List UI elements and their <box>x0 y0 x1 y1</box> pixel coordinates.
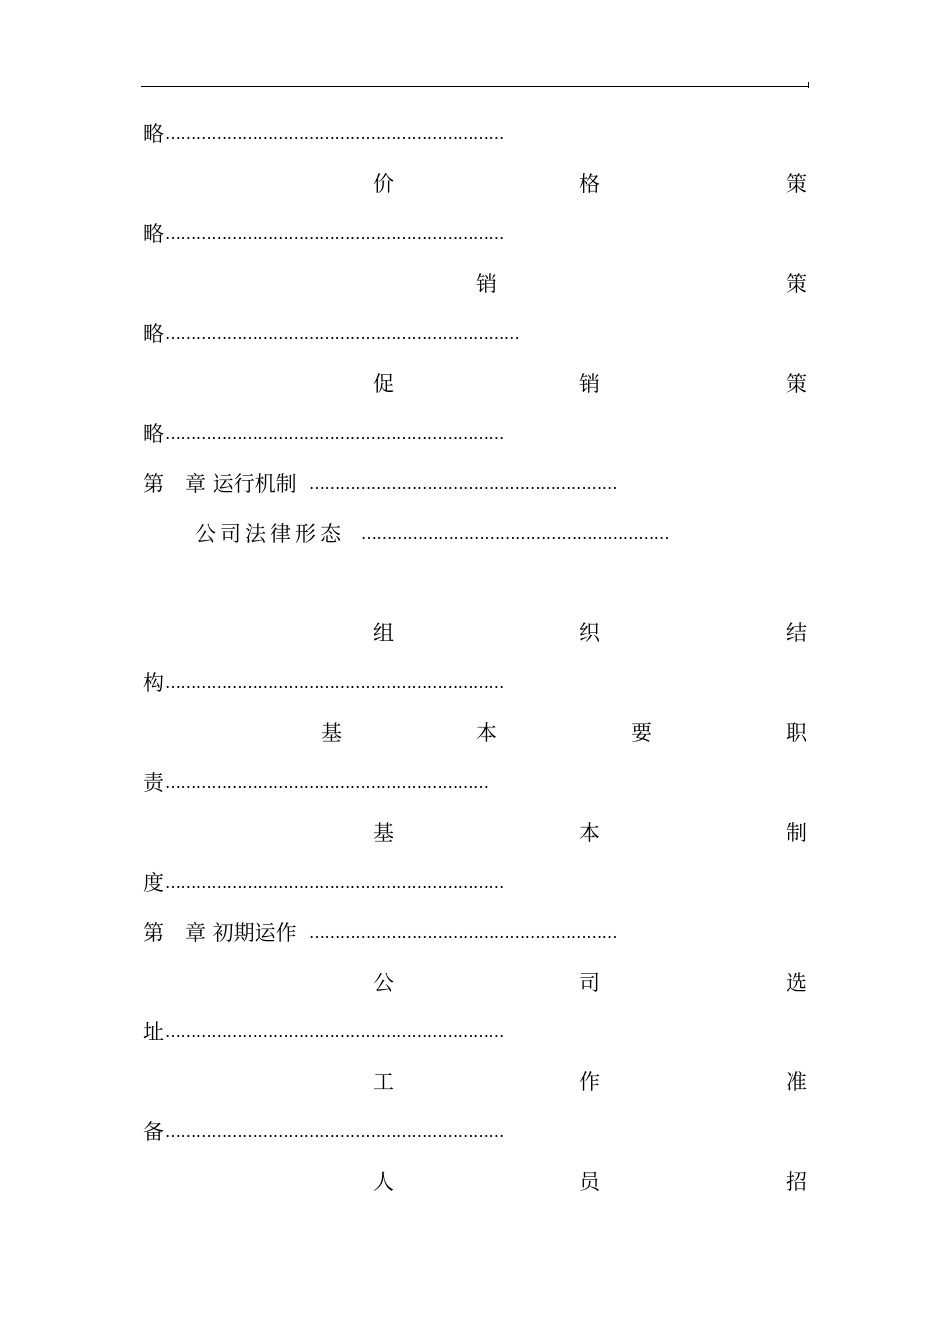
header-rule <box>141 86 808 87</box>
toc-line <box>143 1017 808 1047</box>
toc-char: 策 <box>786 272 807 296</box>
toc-text: 度 <box>143 871 164 895</box>
toc-line <box>143 768 808 798</box>
toc-leader-dots: ………………………………………………………… <box>165 1122 504 1141</box>
toc-char: 基 <box>373 821 394 845</box>
toc-leader-dots: …………………………………………………… <box>309 474 618 493</box>
toc-line <box>143 718 808 748</box>
toc-line <box>143 369 808 399</box>
toc-char: 人 <box>373 1170 394 1194</box>
toc-leader-dots: ……………………………………………………… <box>165 773 489 792</box>
header-rule-tick <box>808 82 809 88</box>
toc-char: 要 <box>631 721 652 745</box>
toc-leader-dots: ………………………………………………………… <box>165 224 504 243</box>
toc-char: 销 <box>476 272 497 296</box>
toc-line <box>143 319 808 349</box>
toc-leader-dots: ………………………………………………………… <box>165 873 504 892</box>
toc-char: 基 <box>321 721 342 745</box>
toc-text: 略 <box>143 122 164 146</box>
toc-chapter-line <box>143 469 808 499</box>
chapter-title: 第 章 运行机制 <box>143 472 297 496</box>
toc-line <box>143 1067 808 1097</box>
toc-char: 结 <box>786 621 807 645</box>
toc-text: 略 <box>143 322 164 346</box>
toc-char: 制 <box>786 821 807 845</box>
toc-line <box>143 618 808 648</box>
toc-leader-dots: …………………………………………………………… <box>165 324 520 343</box>
toc-char: 工 <box>373 1070 394 1094</box>
toc-char: 织 <box>579 621 600 645</box>
section-title: 公司法律形态 <box>195 522 345 546</box>
toc-char: 格 <box>579 172 600 196</box>
toc-text: 备 <box>143 1120 164 1144</box>
toc-char: 本 <box>476 721 497 745</box>
toc-text: 构 <box>143 671 164 695</box>
toc-char: 选 <box>786 971 807 995</box>
toc-char: 策 <box>786 172 807 196</box>
toc-leader-dots: …………………………………………………… <box>309 923 618 942</box>
chapter-title: 第 章 初期运作 <box>143 921 297 945</box>
toc-line <box>143 419 808 449</box>
toc-chapter-line <box>143 918 808 948</box>
toc-line <box>143 1167 808 1197</box>
toc-char: 销 <box>579 372 600 396</box>
toc-char: 策 <box>786 372 807 396</box>
toc-char: 职 <box>786 721 807 745</box>
toc-leader-dots: ………………………………………………………… <box>165 124 504 143</box>
toc-char: 员 <box>579 1170 600 1194</box>
toc-char: 公 <box>373 971 394 995</box>
toc-text: 址 <box>143 1020 164 1044</box>
toc-line <box>143 219 808 249</box>
toc-line <box>143 269 808 299</box>
toc-text: 略 <box>143 422 164 446</box>
toc-char: 组 <box>373 621 394 645</box>
toc-line <box>143 169 808 199</box>
toc-leader-dots: ………………………………………………………… <box>165 673 504 692</box>
toc-line <box>143 868 808 898</box>
toc-text: 责 <box>143 771 164 795</box>
toc-line <box>143 968 808 998</box>
toc-char: 准 <box>786 1070 807 1094</box>
toc-leader-dots: ………………………………………………………… <box>165 1022 504 1041</box>
toc-section-line <box>143 519 808 549</box>
toc-line <box>143 818 808 848</box>
toc-char: 司 <box>579 971 600 995</box>
toc-char: 招 <box>786 1170 807 1194</box>
toc-line <box>143 119 808 149</box>
toc-line <box>143 668 808 698</box>
toc-char: 作 <box>579 1070 600 1094</box>
toc-char: 促 <box>373 372 394 396</box>
toc-leader-dots: …………………………………………………… <box>361 524 670 543</box>
toc-char: 本 <box>579 821 600 845</box>
toc-text: 略 <box>143 222 164 246</box>
toc-leader-dots: ………………………………………………………… <box>165 424 504 443</box>
toc-char: 价 <box>373 172 394 196</box>
toc-line <box>143 1117 808 1147</box>
